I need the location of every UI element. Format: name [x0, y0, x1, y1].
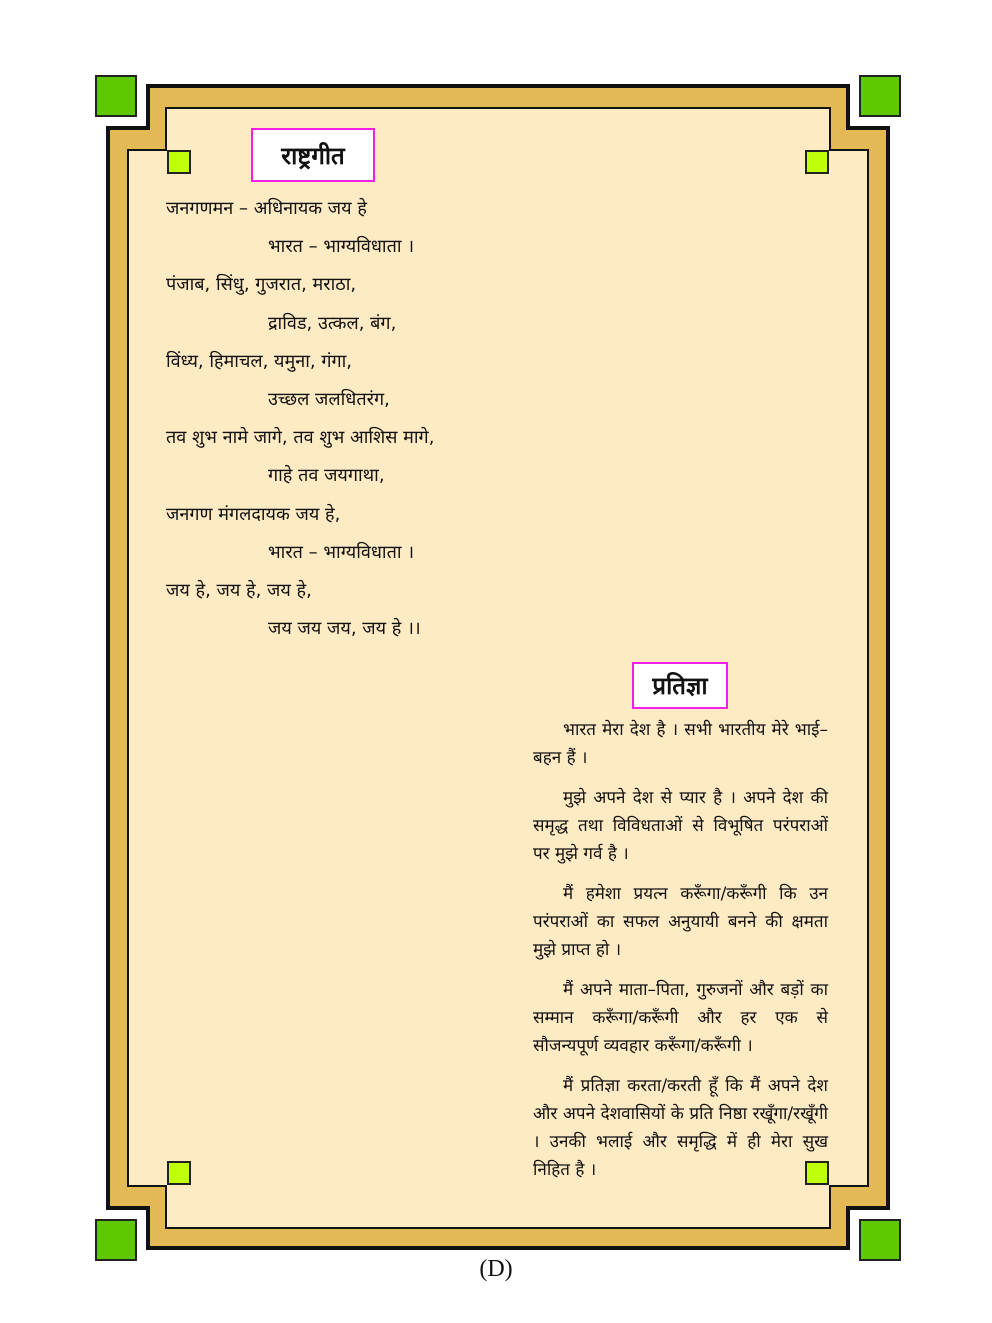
pledge-paragraph: मैं प्रतिज्ञा करता/करती हूँ कि मैं अपने देश और अपने देशवासियों के प्रति निष्ठा रखूँगा/रखूँगी । उनकी भलाई और समृद्धि में ही मेरा सुख निहित है ।	[533, 1076, 828, 1180]
corner-square-top-right	[860, 76, 900, 116]
anthem-line: पंजाब, सिंधु, गुजरात, मराठा,	[166, 274, 357, 296]
anthem-lyrics	[166, 193, 434, 651]
page-label: (D)	[479, 1256, 513, 1282]
inner-square-top-right	[806, 151, 828, 173]
pledge-paragraph: मुझे अपने देश से प्यार है । अपने देश की समृद्ध तथा विविधताओं से विभूषित परंपराओं पर मुझे गर्व है ।	[533, 788, 828, 864]
anthem-line: भारत – भाग्यविधाता ।	[268, 236, 415, 258]
anthem-line: उच्छल जलधितरंग,	[268, 388, 390, 410]
anthem-line: जनगणमन – अधिनायक जय हे	[166, 198, 367, 219]
anthem-title: राष्ट्रगीत	[251, 128, 375, 182]
pledge-paragraph: भारत मेरा देश है । सभी भारतीय मेरे भाई–बहन हैं ।	[533, 720, 828, 768]
anthem-line: गाहे तव जयगाथा,	[268, 465, 385, 487]
pledge-text	[533, 716, 828, 1196]
anthem-line: भारत – भाग्यविधाता ।	[268, 541, 415, 563]
pledge-paragraph: मैं हमेशा प्रयत्न करूँगा/करूँगी कि उन परंपराओं का सफल अनुयायी बनने की क्षमता मुझे प्राप्त हो ।	[533, 884, 828, 960]
corner-square-bottom-left	[96, 1220, 136, 1260]
anthem-line: जय हे, जय हे, जय हे,	[166, 579, 312, 601]
anthem-line: जय जय जय, जय हे ।।	[268, 618, 421, 640]
pledge-paragraph: मैं अपने माता–पिता, गुरुजनों और बड़ों का सम्मान करूँगा/करूँगी और हर एक से सौजन्यपूर्ण व्यवहार करूँगा/करूँगी ।	[533, 980, 828, 1056]
anthem-line: जनगण मंगलदायक जय हे,	[166, 503, 341, 525]
inner-square-top-left	[168, 151, 190, 173]
inner-square-bottom-left	[168, 1162, 190, 1184]
anthem-line: विंध्य, हिमाचल, यमुना, गंगा,	[166, 350, 352, 372]
anthem-line: तव शुभ नामे जागे, तव शुभ आशिस मागे,	[166, 427, 435, 449]
anthem-line: द्राविड, उत्कल, बंग,	[268, 312, 397, 334]
corner-square-top-left	[96, 76, 136, 116]
corner-square-bottom-right	[860, 1220, 900, 1260]
pledge-title: प्रतिज्ञा	[632, 662, 728, 709]
